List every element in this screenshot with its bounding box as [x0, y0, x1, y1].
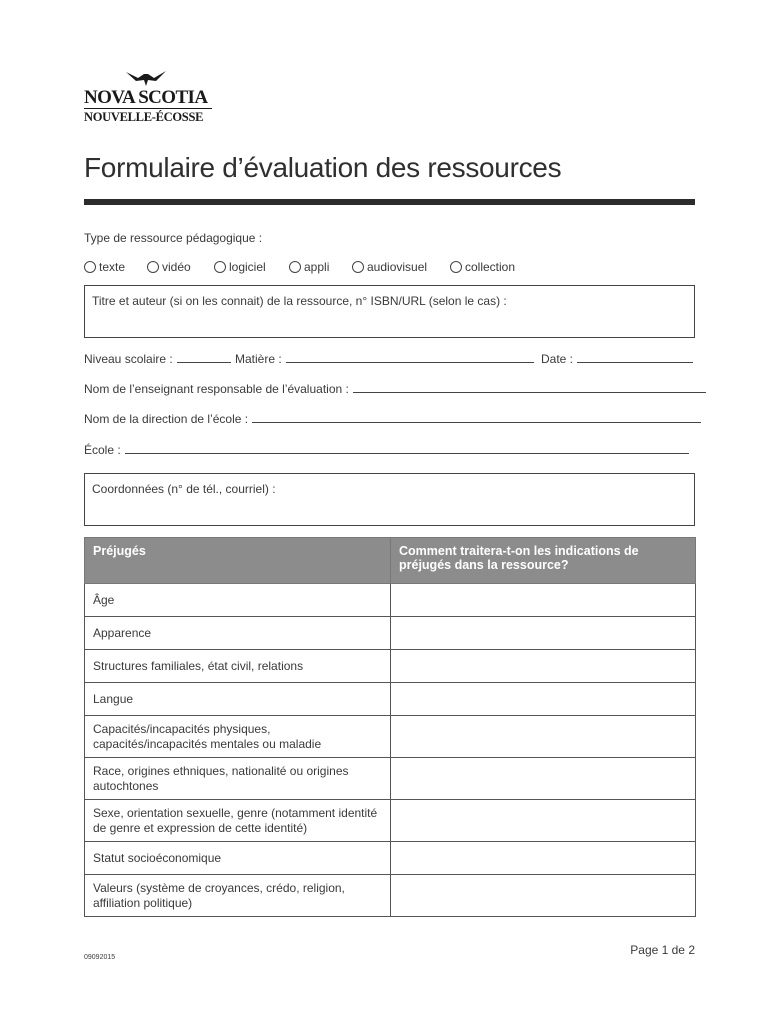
grade-level-label: Niveau scolaire : — [84, 352, 173, 366]
contact-label: Coordonnées (n° de tél., courriel) : — [92, 482, 276, 496]
table-row — [85, 800, 696, 842]
radio-label: appli — [304, 260, 330, 274]
page-title: Formulaire d’évaluation des ressources — [84, 152, 562, 183]
principal-label: Nom de la direction de l’école : — [84, 412, 249, 426]
bias-response-cell[interactable] — [391, 842, 696, 875]
radio-logiciel[interactable] — [214, 260, 266, 274]
grade-level-line[interactable] — [177, 361, 231, 363]
nova-scotia-logo — [84, 68, 214, 124]
bias-table-header — [85, 538, 696, 584]
osprey-icon — [124, 68, 168, 88]
bias-category: Âge — [85, 584, 391, 617]
radio-label: collection — [465, 260, 516, 274]
bias-response-cell[interactable] — [391, 650, 696, 683]
table-row — [85, 683, 696, 716]
school-label: École : — [84, 443, 121, 457]
bias-category: Langue — [85, 683, 391, 716]
bias-category: Valeurs (système de croyances, crédo, religion, affiliation politique) — [85, 875, 391, 917]
title-author-label: Titre et auteur (si on les connait) de la ressource, n° ISBN/URL (selon le cas) : — [92, 294, 507, 308]
school-line[interactable] — [125, 452, 689, 454]
table-row — [85, 584, 696, 617]
radio-audiovisuel[interactable] — [352, 260, 427, 274]
resource-type-label: Type de ressource pédagogique : — [84, 231, 263, 245]
date-line[interactable] — [577, 361, 693, 363]
bias-response-cell[interactable] — [391, 875, 696, 917]
bias-category: Structures familiales, état civil, relations — [85, 650, 391, 683]
bias-category: Statut socioéconomique — [85, 842, 391, 875]
contact-field[interactable] — [84, 473, 695, 526]
bias-table — [84, 537, 696, 917]
page-number: Page 1 de 2 — [630, 943, 695, 957]
title-author-field[interactable] — [84, 285, 695, 338]
bias-column-header: Préjugés — [85, 538, 391, 584]
subject-line[interactable] — [286, 361, 534, 363]
table-row — [85, 842, 696, 875]
bias-category: Capacités/incapacités physiques, capacités/incapacités mentales ou maladie — [85, 716, 391, 758]
bias-category: Sexe, orientation sexuelle, genre (notamment identité de genre et expression de cette identité) — [85, 800, 391, 842]
subject-label: Matière : — [235, 352, 282, 366]
table-row — [85, 650, 696, 683]
bias-response-cell[interactable] — [391, 716, 696, 758]
subject-field[interactable] — [235, 352, 534, 366]
bias-response-cell[interactable] — [391, 758, 696, 800]
radio-label: logiciel — [229, 260, 266, 274]
radio-label: vidéo — [162, 260, 191, 274]
radio-circle-icon[interactable] — [147, 261, 159, 273]
teacher-label: Nom de l’enseignant responsable de l’évaluation : — [84, 382, 349, 396]
radio-circle-icon[interactable] — [214, 261, 226, 273]
grade-level-field[interactable] — [84, 352, 231, 366]
logo-divider — [84, 108, 212, 109]
radio-texte[interactable] — [84, 260, 125, 274]
bias-response-cell[interactable] — [391, 800, 696, 842]
radio-video[interactable] — [147, 260, 191, 274]
principal-line[interactable] — [252, 421, 701, 423]
radio-circle-icon[interactable] — [450, 261, 462, 273]
teacher-field[interactable] — [84, 382, 706, 396]
teacher-line[interactable] — [353, 391, 706, 393]
principal-field[interactable] — [84, 412, 701, 426]
bias-category: Apparence — [85, 617, 391, 650]
radio-collection[interactable] — [450, 260, 515, 274]
table-row — [85, 758, 696, 800]
bias-category: Race, origines ethniques, nationalité ou origines autochtones — [85, 758, 391, 800]
date-label: Date : — [541, 352, 574, 366]
bias-response-cell[interactable] — [391, 683, 696, 716]
school-field[interactable] — [84, 443, 689, 457]
table-row — [85, 875, 696, 917]
date-field[interactable] — [541, 352, 693, 366]
handling-column-header: Comment traitera-t-on les indications de préjugés dans la ressource? — [391, 538, 696, 584]
radio-label: texte — [99, 260, 126, 274]
logo-name-en: NOVA SCOTIA — [84, 87, 208, 108]
bias-response-cell[interactable] — [391, 617, 696, 650]
table-row — [85, 617, 696, 650]
radio-label: audiovisuel — [367, 260, 428, 274]
title-rule — [84, 199, 695, 205]
radio-appli[interactable] — [289, 260, 329, 274]
logo-name-fr: NOUVELLE-ÉCOSSE — [84, 110, 204, 124]
radio-circle-icon[interactable] — [352, 261, 364, 273]
radio-circle-icon[interactable] — [84, 261, 96, 273]
radio-circle-icon[interactable] — [289, 261, 301, 273]
table-row — [85, 716, 696, 758]
form-code: 09092015 — [84, 954, 116, 961]
bias-response-cell[interactable] — [391, 584, 696, 617]
